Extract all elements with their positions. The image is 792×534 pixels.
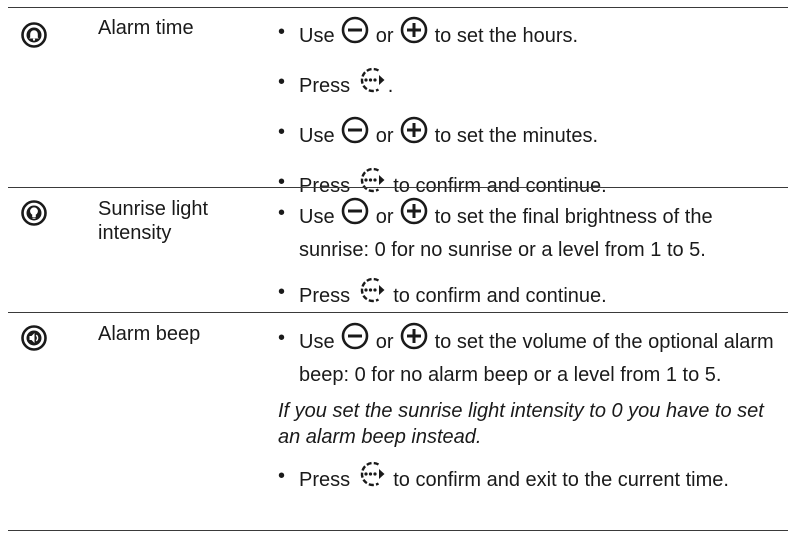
instruction-text: Use xyxy=(299,124,335,147)
note-text: If you set the sunrise light intensity to 0 you have to set an alarm beep instead. xyxy=(278,400,764,448)
alarm-bell-icon xyxy=(20,21,48,49)
bullet-dot: • xyxy=(278,465,286,487)
minus-icon xyxy=(341,116,369,153)
list-item xyxy=(278,68,778,105)
instruction-text: to confirm and continue. xyxy=(393,174,607,197)
table-top-rule xyxy=(8,7,788,8)
instruction-text: Use xyxy=(299,24,335,47)
row-label: Alarm beep xyxy=(98,323,201,345)
minus-icon xyxy=(341,16,369,53)
instruction-text: or xyxy=(375,205,394,228)
instruction-text: to set the hours. xyxy=(434,24,579,47)
bullet-dot: • xyxy=(278,202,286,224)
instruction-text: to set the final brightness of the sunrise: 0 for no sunrise or a level from 1 to 5. xyxy=(299,205,713,261)
row-divider xyxy=(8,187,788,188)
row-instructions xyxy=(278,324,778,499)
instruction-text: Press xyxy=(299,174,351,197)
instruction-text: or xyxy=(375,124,394,147)
minus-icon xyxy=(341,322,369,359)
instruction-text: or xyxy=(375,24,394,47)
plus-icon xyxy=(400,322,428,359)
list-item xyxy=(278,118,778,155)
instruction-text: Press xyxy=(299,74,351,97)
instruction-text: Use xyxy=(299,205,335,228)
list-item xyxy=(278,199,778,265)
plus-icon xyxy=(400,197,428,234)
menu-dial-icon xyxy=(357,276,387,313)
bullet-dot: • xyxy=(278,327,286,349)
row-label: Alarm time xyxy=(98,17,194,39)
list-item xyxy=(278,324,778,390)
row-divider xyxy=(8,312,788,313)
light-bulb-icon xyxy=(20,199,48,227)
row-label: Sunrise light intensity xyxy=(98,198,209,244)
bullet-dot: • xyxy=(278,121,286,143)
list-item xyxy=(278,18,778,55)
speaker-icon xyxy=(20,324,48,352)
list-item xyxy=(278,462,778,499)
bullet-dot: • xyxy=(278,71,286,93)
minus-icon xyxy=(341,197,369,234)
instruction-text: to confirm and continue. xyxy=(393,284,607,307)
instruction-text: or xyxy=(375,330,394,353)
table-bottom-rule xyxy=(8,530,788,531)
bullet-dot: • xyxy=(278,21,286,43)
plus-icon xyxy=(400,116,428,153)
instruction-text: Use xyxy=(299,330,335,353)
instruction-text: Press xyxy=(299,284,351,307)
menu-dial-icon xyxy=(357,66,387,103)
bullet-dot: • xyxy=(278,171,286,193)
instruction-text: . xyxy=(387,74,394,97)
instruction-text: to set the volume of the optional alarm beep: 0 for no alarm beep or a level from 1 to 5. xyxy=(299,330,774,386)
menu-dial-icon xyxy=(357,460,387,497)
bullet-dot: • xyxy=(278,281,286,303)
instruction-text: Press xyxy=(299,468,351,491)
instruction-text: to set the minutes. xyxy=(434,124,599,147)
plus-icon xyxy=(400,16,428,53)
list-item xyxy=(278,278,778,315)
instruction-text: to confirm and exit to the current time. xyxy=(393,468,729,491)
row-instructions xyxy=(278,18,778,205)
row-instructions xyxy=(278,199,778,315)
